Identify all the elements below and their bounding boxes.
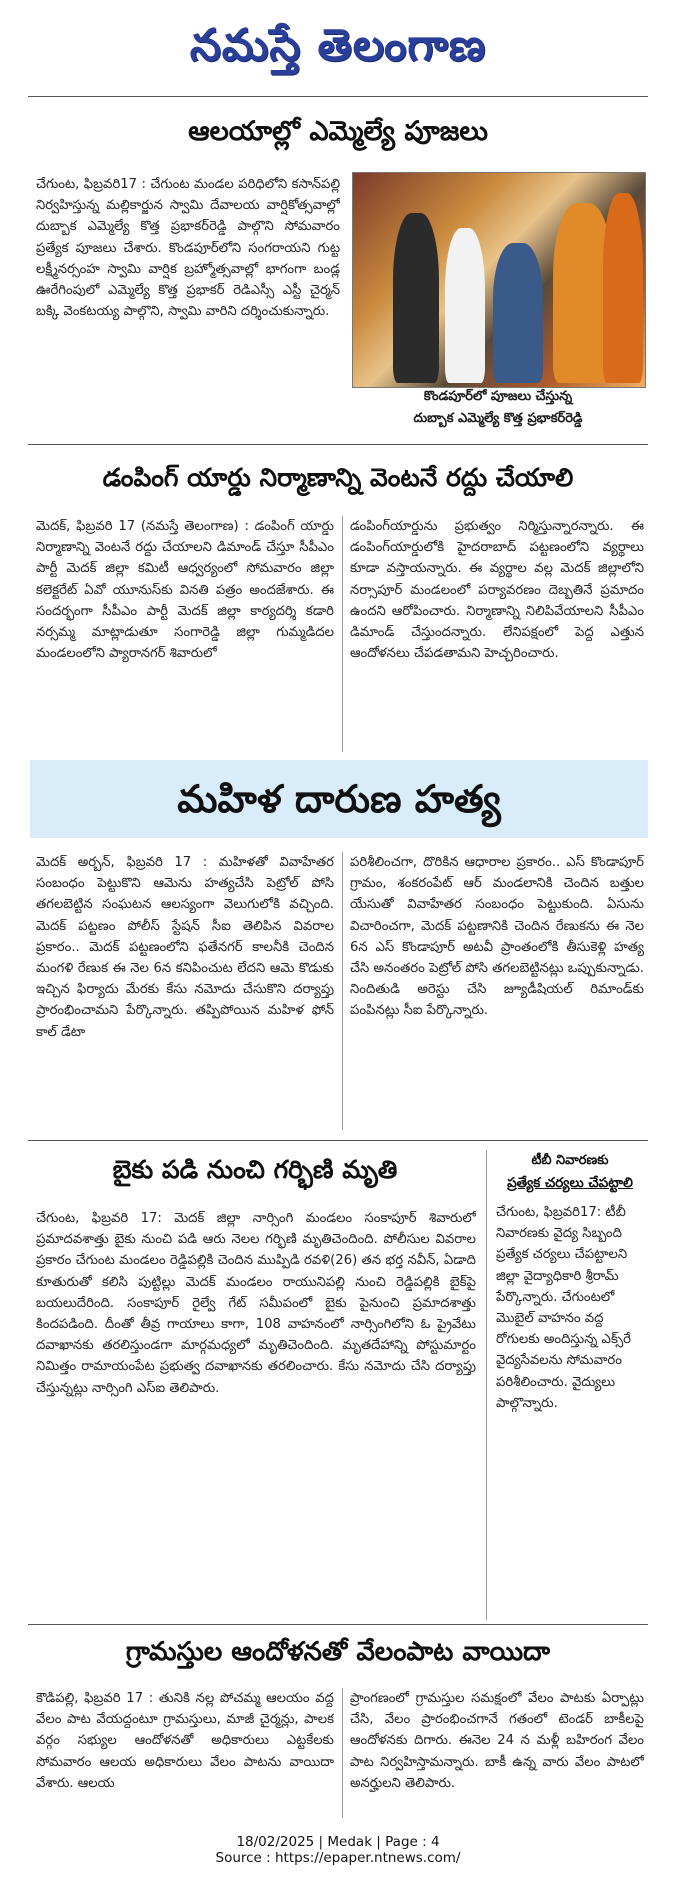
article5-body: చేగుంట, ఫిబ్రవరి17: టీబీ నివారణకు వైద్య సిబ్బంది ప్రత్యేక చర్యలు చేపట్టాలని జిల్లా వైద్యాధికారి శ్రీరామ్ పేర్కొన్నారు. చేగుంటలో మొబైల్ వాహనం వద్ద రోగులకు అందిస్తున్న ఎక్స్‌రే వైద్యసేవలను సోమవారం పరిశీలించారు. వైద్యులు పాల్గొన్నారు. [496, 1205, 631, 1411]
column-divider [342, 852, 343, 1130]
article5-headline-line-1: టీబీ నివారణకు [531, 1153, 609, 1168]
article6-headline: గ్రామస్తుల ఆందోళనతో వేలంపాట వాయిదా [125, 1637, 551, 1667]
footer-source: Source : https://epaper.ntnews.com/ [215, 1850, 461, 1866]
masthead [0, 0, 676, 92]
caption-line-1: కొండపూర్‌లో పూజలు చేస్తున్న [423, 389, 573, 404]
divider [28, 1624, 648, 1625]
article2-col1: మెదక్, ఫిబ్రవరి 17 (నమస్తే తెలంగాణ) : డంపింగ్ యార్డు నిర్మాణాన్ని వెంటనే రద్దు చేయాలని డిమాండ్ చేస్తూ సీపీఎం పార్టీ మెదక్ జిల్లా కమిటీ ఆధ్వర్యంలో సోమవారం జిల్లా కలెక్టరేట్ ఏవో యూనుస్‌కు వినతి పత్రం అందజేశారు. ఈ సందర్భంగా సీపీఎం పార్టీ మెదక్ జిల్లా కార్యదర్శి కడారి నర్సమ్మ మాట్లాడుతూ సంగారెడ్డి జిల్లా గుమ్మడిదల మండలంలోని ప్యారానగర్ శివారులో [36, 519, 334, 662]
column-divider [342, 516, 343, 752]
caption-line-2: దుబ్బాక ఎమ్మెల్యే కొత్త ప్రభాకర్‌రెడ్డి [413, 411, 583, 426]
divider [28, 96, 648, 97]
article2-headline: డంపింగ్ యార్డు నిర్మాణాన్ని వెంటనే రద్దు చేయాలి [102, 463, 574, 492]
article3-col2: పరిశీలించగా, దొరికిన ఆధారాల ప్రకారం.. ఎస్ కొండాపూర్ గ్రామం, శంకరంపేట్ ఆర్ మండలానికి చెందిన బత్తుల యేసుతో వివాహేతర సంబంధం పెట్టుకుంది. ఏసును విచారించగా, మెదక్ పట్టణానికి చెందిన రేణుకను ఈ నెల 6న ఎస్ కొండాపూర్ అటవీ ప్రాంతంలోకి తీసుకెళ్లి హత్య చేసి అనంతరం పెట్రోల్ పోసి తగలబెట్టినట్లు ఒప్పుకున్నాడు. నిందితుడి అరెస్టు చేసి జ్యూడీషియల్ రిమాండ్‌కు పంపినట్లు సీఐ పేర్కొన్నారు. [350, 855, 644, 1019]
column-divider [486, 1150, 487, 1620]
article6-col2: ప్రాంగణంలో గ్రామస్తుల సమక్షంలో వేలం పాటకు ఏర్పాట్లు చేసి, వేలం ప్రారంభించగానే గతంలో టెండర్ బాకీలపై ఆందోళనకు దిగారు. ఈనెల 24 న మళ్లీ బహిరంగ వేలం పాట నిర్వహిస్తామన్నారు. బాకీ ఉన్న వారు వేలం పాటలో అనర్హులని తెలిపారు. [350, 1691, 644, 1791]
news-photo [352, 172, 646, 388]
footer [0, 1834, 676, 1866]
masthead-title: నమస్తే తెలంగాణ [189, 20, 487, 71]
divider [28, 1140, 648, 1141]
divider [28, 444, 648, 445]
article6-col1: కౌడిపల్లి, ఫిబ్రవరి 17 : తునికి నల్ల పోచమ్మ ఆలయం వద్ద వేలం పాట వేయద్దంటూ గ్రామస్తులు, మాజీ చైర్మన్లు, పాలక వర్గం సభ్యుల ఆందోళనతో అధికారులు ఎట్టకేలకు సోమవారం ఆలయ అధికారులు వేలం పాటను వాయిదా వేశారు. ఆలయ [36, 1691, 334, 1791]
article5-headline [494, 1150, 646, 1194]
article1-body: చేగుంట, ఫిబ్రవరి17 : చేగుంట మండల పరిధిలోని కసాన్‌పల్లి నిర్వహిస్తున్న మల్లికార్జున స్వామి దేవాలయ వార్షికోత్సవాల్లో దుబ్బాక ఎమ్మెల్యే కొత్త ప్రభాకర్‌రెడ్డి పాల్గొని సోమవారం ప్రత్యేక పూజలు చేశారు. కొండపూర్‌లోని సంగరాయని గుట్ట లక్ష్మీనర్సంహ స్వామి వార్షిక బ్రహ్మోత్సవాల్లో భాగంగా బండ్ల ఊరేగింపులో ఎమ్మెల్యే కొత్త ప్రభాకర్ రెడిఎస్సీ ఎస్టీ చైర్మన్ బక్కి వెంకటయ్య పాల్గొని, స్వామి వారిని దర్శించుకున్నారు. [36, 177, 340, 320]
article3-col1: మెదక్ అర్బన్, ఫిబ్రవరి 17 : మహిళతో వివాహేతర సంబంధం పెట్టుకొని ఆమెను హత్యచేసి పెట్రోల్ పోసి తగలబెట్టిన సంఘటన ఆలస్యంగా వెలుగులోకి వచ్చింది. మెదక్ పట్టణం పోలీస్ స్టేషన్ సీఐ తెలిపిన వివరాల ప్రకారం.. మెదక్ పట్టణంలోని ఫతేనగర్ కాలనీకి చెందిన మంగళి రేణుక ఈ నెల 6న కనిపించుట లేదని ఆమె కొడుకు ఇచ్చిన ఫిర్యాదు మేరకు కేసు నమోదు చేసుకొని దర్యాప్తు ప్రారంభించామని పేర్కొన్నారు. తప్పిపోయిన మహిళ ఫోన్ కాల్ డేటా [36, 855, 334, 1040]
photo-caption [352, 386, 644, 430]
column-divider [342, 1688, 343, 1818]
article4-body: చేగుంట, ఫిబ్రవరి 17: మెదక్ జిల్లా నార్సింగి మండలం సంకాపూర్ శివారులో ప్రమాదవశాత్తు బైకు నుంచి పడి ఆరు నెలల గర్భిణి మృతిచెందింది. పోలీసుల వివరాల ప్రకారం చేగుంట మండలం రెడ్డిపల్లికి చెందిన ముప్పిడి రవళి(26) తన భర్త నవీన్, ఏడాది కూతురుతో కలిసి పుట్టిల్లు మెదక్ మండలం రాయునిపల్లి నుంచి రెడ్డిపల్లికి బైక్‌పై బయలుదేరింది. సంకాపూర్ రైల్వే గేట్ సమీపంలో బైకు పైనుంచి ప్రమాదశాత్తు కిందపడింది. దీంతో తీవ్ర గాయాలు కాగా, 108 వాహనంలో నార్సింగిలోని ఓ ప్రైవేటు దవాఖానకు తరలిస్తుండగా మార్గమధ్యలో మృతిచెందింది. మృతదేహాన్ని పోస్టుమార్టం నిమిత్తం రామాయంపేట ప్రభుత్వ దవాఖానకు తరలించారు. కేసు నమోదు చేసి దర్యాప్తు చేస్తున్నట్లు నార్సింగి ఎస్ఐ తెలిపారు. [36, 1211, 476, 1396]
article5-headline-line-2: ప్రత్యేక చర్యలు చేపట్టాలి [507, 1175, 633, 1191]
article4-headline: బైకు పడి నుంచి గర్భిణి మృతి [112, 1155, 398, 1184]
article2-col2: డంపింగ్‌యార్డును ప్రభుత్వం నిర్మిస్తున్నారన్నారు. ఈ డంపింగ్‌యార్డులోకి హైదరాబాద్ పట్టణంలోని వ్యర్థాలు కూడా వస్తాయన్నారు. ఈ వ్యర్థాల వల్ల మెదక్ జిల్లాలోని నర్సాపూర్ మండలంలో పర్యావరణం దెబ్బతినే ప్రమాదం ఉందని ఆరోపించారు. నిర్మాణాన్ని నిలిపివేయాలని సీపీఎం డిమాండ్ చేస్తుందన్నారు. లేనిపక్షంలో పెద్ద ఎత్తున ఆందోళనలు చేపడతామని హెచ్చరించారు. [350, 519, 644, 662]
footer-edition: 18/02/2025 | Medak | Page : 4 [236, 1834, 440, 1850]
article1-headline: ఆలయాల్లో ఎమ్మెల్యే పూజలు [188, 116, 488, 147]
article3-headline: మహిళ దారుణ హత్య [177, 777, 501, 821]
